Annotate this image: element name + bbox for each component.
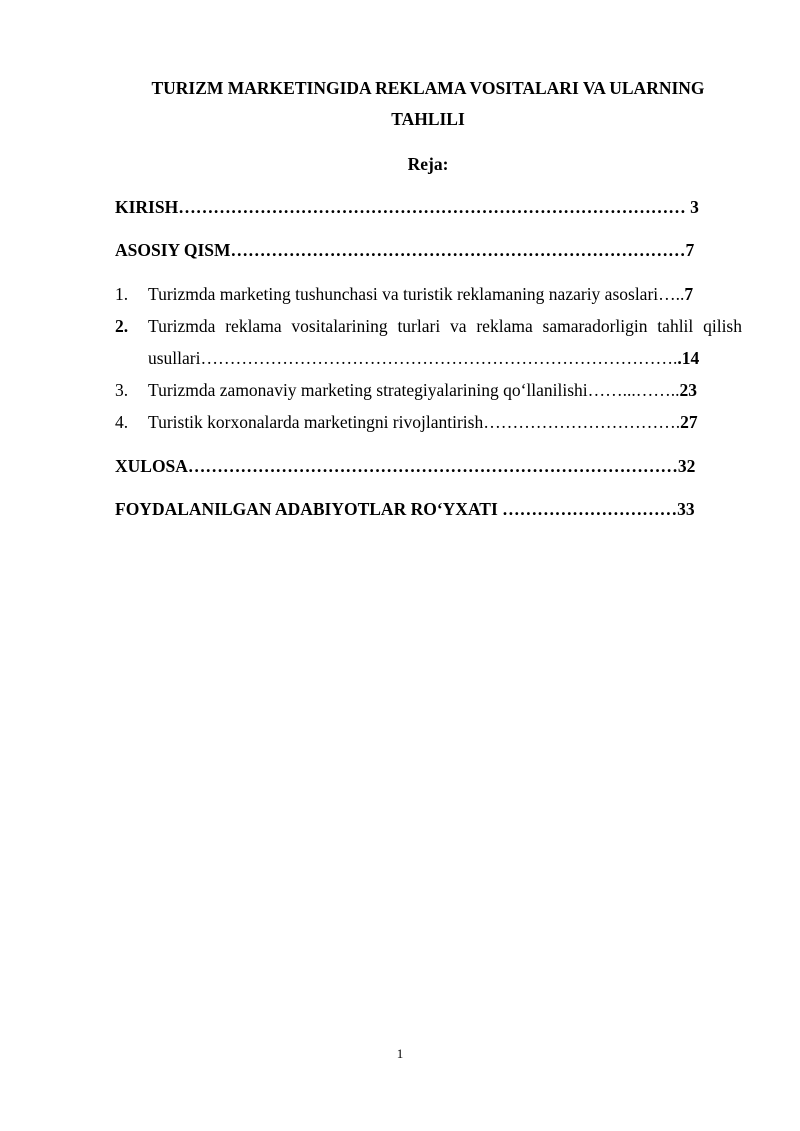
toc-item-2-line-2 [148, 346, 742, 370]
document-title [115, 73, 741, 135]
page-number: 1 [396, 1046, 404, 1061]
toc-item-3-number: 3. [115, 380, 129, 400]
plan-heading: Reja: [407, 154, 449, 174]
toc-item-3 [148, 378, 742, 402]
toc-item-3-text: Turizmda zamonaviy marketing strategiyalarining qo‘llanilishi……...…….. [148, 380, 680, 400]
toc-item-4-text: Turistik korxonalarda marketingni rivojlantirish……………………………. [148, 412, 681, 432]
toc-main-part: ASOSIY QISM……………………………………………………………………7 [115, 240, 695, 260]
toc-item-1 [148, 282, 742, 306]
toc-intro: KIRISH…………………………………………………………………………… 3 [115, 197, 699, 217]
toc-item-1-text: Turizmda marketing tushunchasi va turistik reklamaning nazariy asoslari….. [148, 284, 685, 304]
toc-item-2-number: 2. [115, 316, 129, 336]
toc-item-2-page: .14 [677, 348, 700, 368]
toc-item-4-number: 4. [115, 412, 129, 432]
toc-references: FOYDALANILGAN ADABIYOTLAR RO‘YXATI …………………………33 [115, 499, 695, 519]
title-line-2: TAHLILI [391, 109, 465, 129]
toc-item-4 [148, 410, 742, 434]
toc-item-4-page: 27 [680, 412, 698, 432]
title-line-1: TURIZM MARKETINGIDA REKLAMA VOSITALARI VA ULARNING [151, 78, 705, 98]
toc-item-3-page: 23 [679, 380, 698, 400]
toc-item-1-number: 1. [115, 284, 129, 304]
toc-item-2-text: usullari………………………………………………………………………. [148, 348, 678, 368]
toc-conclusion: XULOSA…………………………………………………………………………32 [115, 456, 696, 476]
toc-item-2-line-1: Turizmda reklama vositalarining turlari va reklama samaradorligin tahlil qilish [148, 316, 742, 336]
toc-item-1-page: 7 [684, 284, 694, 304]
